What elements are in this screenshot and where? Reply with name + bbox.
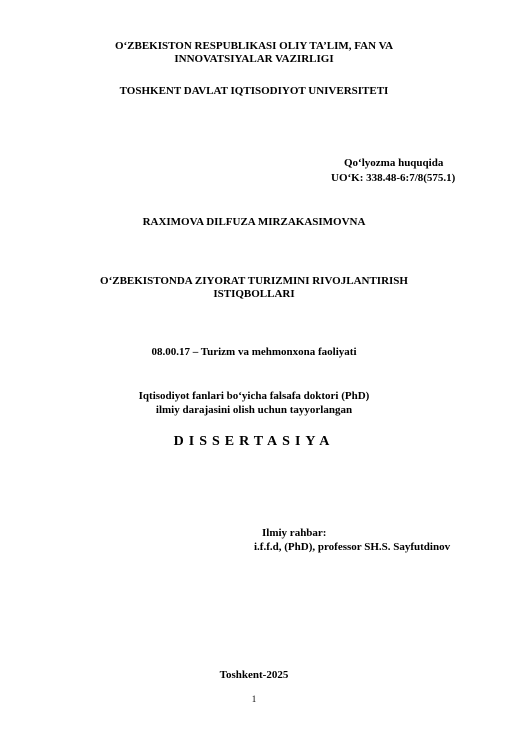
dissertation-topic-line-2: ISTIQBOLLARI: [213, 288, 295, 300]
degree-line-1: Iqtisodiyot fanlari bo‘yicha falsafa doktori (PhD): [138, 390, 370, 402]
dissertation-topic-line-1: O‘ZBEKISTONDA ZIYORAT TURIZMINI RIVOJLANTIRISH: [100, 275, 408, 287]
udk-code: UO‘K: 338.48-6:7/8(575.1): [331, 172, 456, 184]
supervisor-label: Ilmiy rahbar:: [262, 527, 327, 539]
ministry-name-line-1: O‘ZBEKISTON RESPUBLIKASI OLIY TA’LIM, FAN VA: [114, 40, 394, 52]
degree-line-2: ilmiy darajasini olish uchun tayyorlangan: [155, 404, 353, 416]
university-name: TOSHKENT DAVLAT IQTISODIYOT UNIVERSITETI: [119, 85, 389, 97]
ministry-name-line-2: INNOVATSIYALAR VAZIRLIGI: [174, 53, 334, 65]
specialty-code: 08.00.17 – Turizm va mehmonxona faoliyati: [151, 346, 357, 358]
document-type-title: DISSERTASIYA: [173, 434, 335, 449]
supervisor-name: i.f.f.d, (PhD), professor SH.S. Sayfutdinov: [254, 541, 451, 553]
author-name: RAXIMOVA DILFUZA MIRZAKASIMOVNA: [142, 216, 366, 228]
place-and-year: Toshkent-2025: [219, 669, 289, 681]
page-number: 1: [251, 694, 257, 704]
rights-label: Qo‘lyozma huquqida: [344, 157, 444, 169]
